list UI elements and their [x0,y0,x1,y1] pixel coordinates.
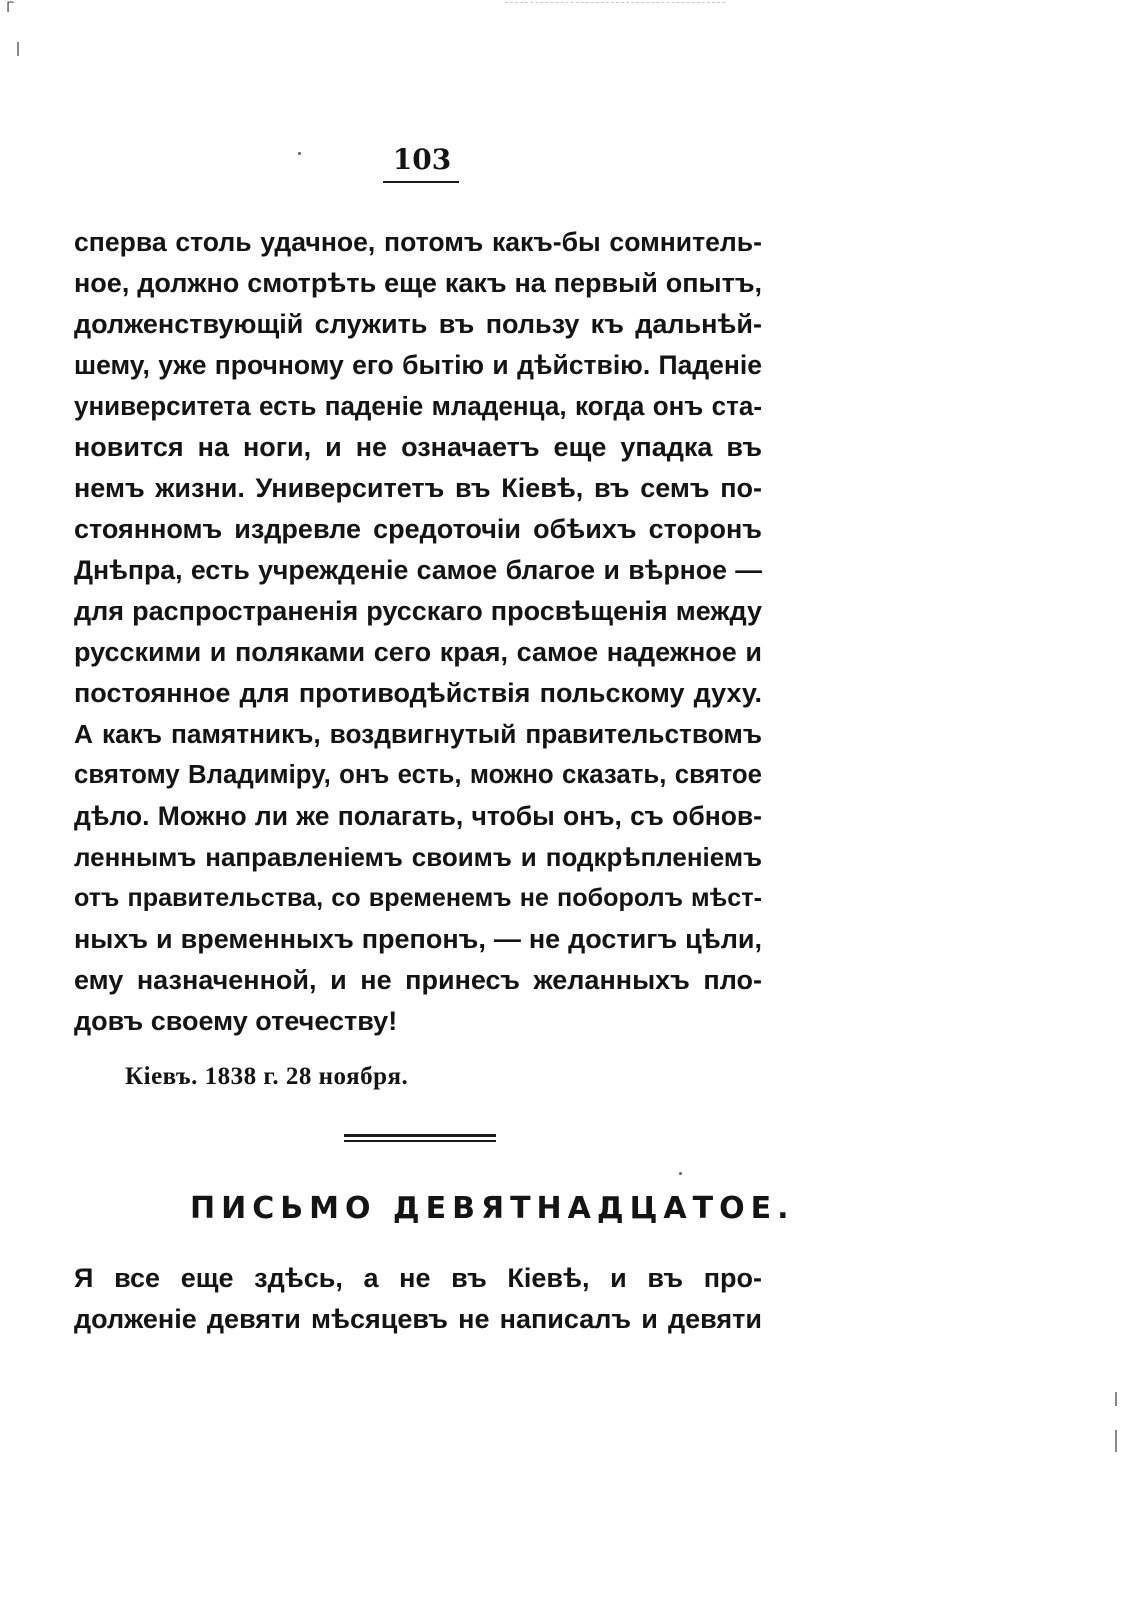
text-line: довъ своему отечеству! [74,1006,398,1036]
text-line: долженіе девяти мѣсяцевъ не написалъ и девяти [74,1304,762,1334]
scan-edge-tick-right [1115,1430,1117,1452]
scan-corner-mark: Г [6,0,15,16]
scan-speck [679,1172,682,1175]
scan-edge-tick-left [17,42,19,56]
divider-bar [344,1134,496,1137]
next-letter-paragraph [74,1258,762,1340]
divider-bar [344,1140,496,1142]
text-line: университета есть паденіе младенца, когда онъ ста- [74,391,762,421]
page-number: 103 [392,143,452,176]
text-line: ныхъ и временныхъ препонъ, — не достигъ цѣли, [74,924,762,954]
text-line: стоянномъ издревле средоточіи обѣихъ сторонъ [74,514,762,544]
scan-speck [298,152,301,155]
text-line: леннымъ направленіемъ своимъ и подкрѣпленіемъ [74,842,762,872]
text-line: шему, уже прочному его бытію и дѣйствію. Паденіе [74,350,762,380]
letter-heading: ПИСЬМО ДЕВЯТНАДЦАТОЕ. [190,1191,795,1226]
text-line: немъ жизни. Университетъ въ Кіевѣ, въ семъ по- [74,473,762,503]
text-line: долженствующій служить въ пользу къ дальнѣй- [74,309,762,339]
text-line: постоянное для противодѣйствія польскому духу. [74,678,762,708]
dateline: Кіевъ. 1838 г. 28 ноября. [125,1063,409,1090]
continuation-paragraph [74,222,762,1042]
section-divider [344,1134,496,1142]
text-line: отъ правительства, со временемъ не поборолъ мѣст- [74,884,762,912]
text-line: дѣло. Можно ли же полагать, чтобы онъ, съ обнов- [74,801,762,831]
text-line: для распространенія русскаго просвѣщенія между [74,596,762,626]
text-line: ное, должно смотрѣть еще какъ на первый опытъ, [74,268,762,298]
text-line: русскими и поляками сего края, самое надежное и [74,637,762,667]
scan-edge-tick-right [1115,1392,1117,1406]
text-line: сперва столь удачное, потомъ какъ-бы сомнитель- [74,227,762,257]
text-line: новится на ноги, и не означаетъ еще упадка въ [74,432,762,462]
page-number-rule [383,181,459,183]
text-line: Днѣпра, есть учрежденіе самое благое и вѣрное — [74,555,762,585]
text-line: Я все еще здѣсь, а не въ Кіевѣ, и въ про- [74,1263,762,1293]
text-line: ему назначенной, и не принесъ желанныхъ пло- [74,965,762,995]
text-line: святому Владиміру, онъ есть, можно сказать, святое [74,761,762,789]
scan-top-artifact [505,2,725,3]
text-line: А какъ памятникъ, воздвигнутый правительствомъ [74,719,762,749]
